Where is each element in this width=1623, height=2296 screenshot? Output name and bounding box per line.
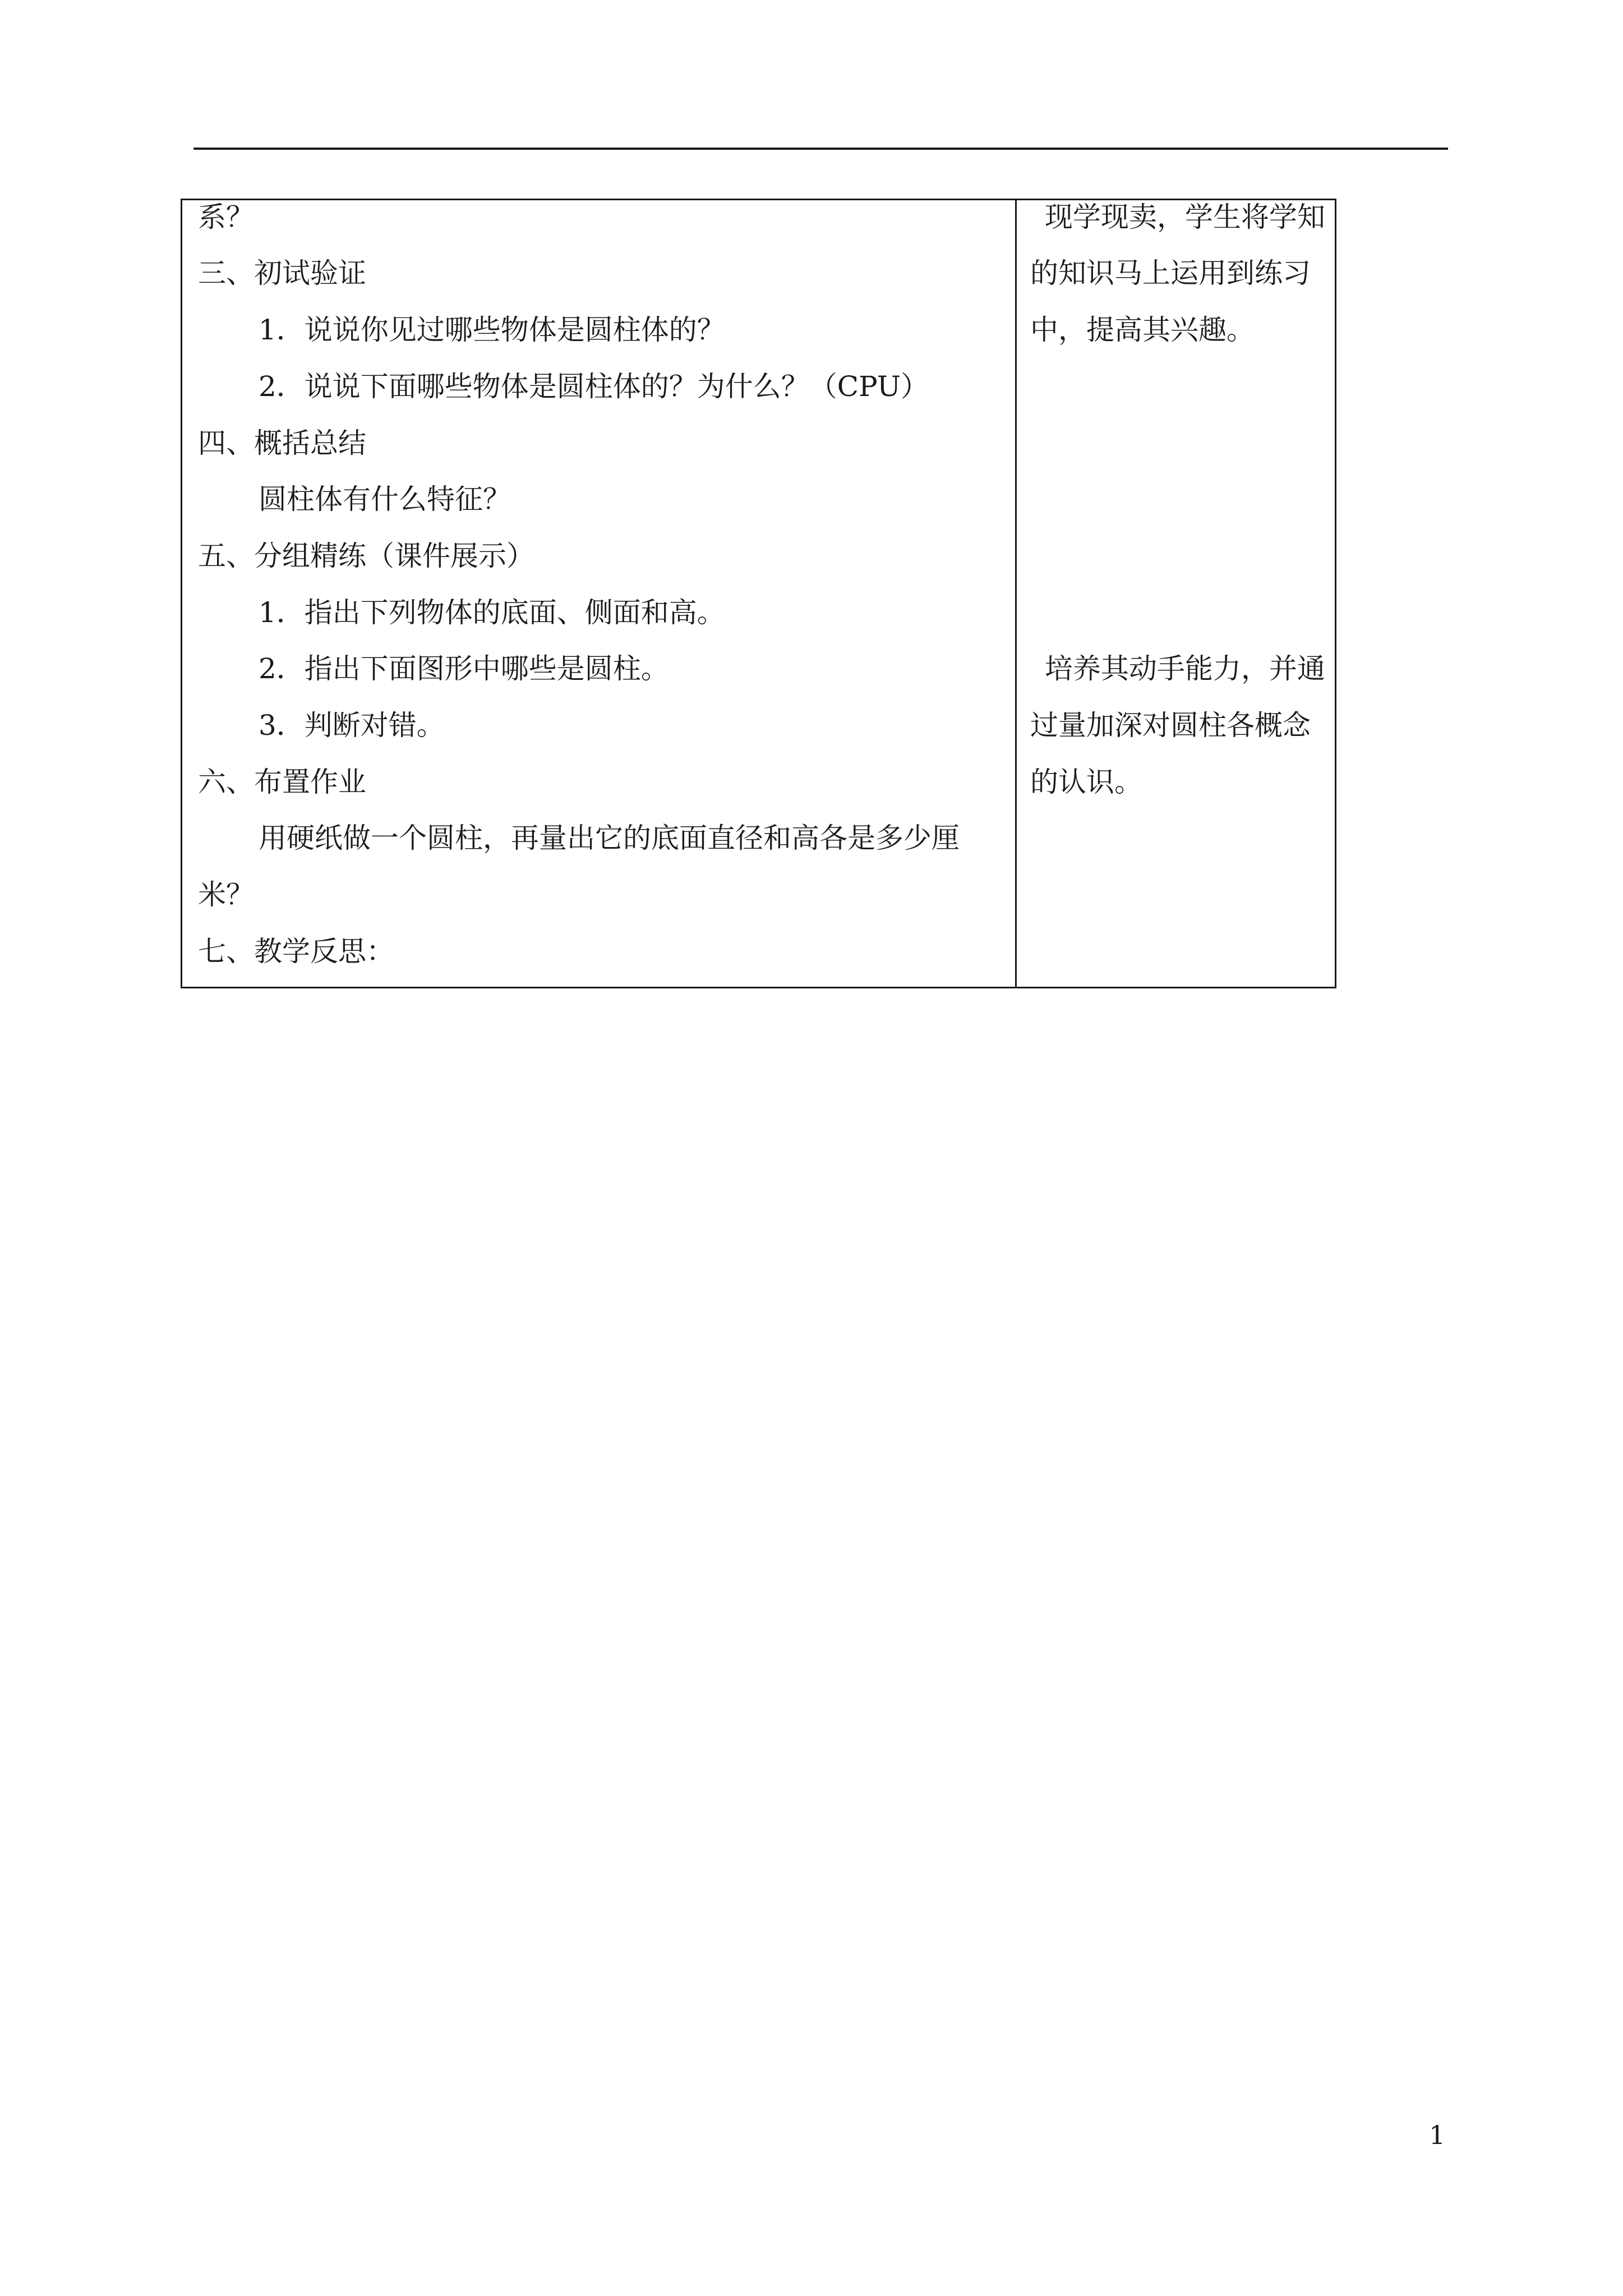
lesson-line: 米？ <box>198 878 254 911</box>
note-line: 的认识。 <box>1030 766 1142 798</box>
lesson-line: 3．判断对错。 <box>259 709 445 742</box>
lesson-line: 2．指出下面图形中哪些是圆柱。 <box>259 652 669 685</box>
lesson-line: 2．说说下面哪些物体是圆柱体的？为什么？（CPU） <box>259 370 929 403</box>
note-line: 现学现卖，学生将学知 <box>1045 201 1325 233</box>
section-heading: 六、布置作业 <box>198 766 366 798</box>
lesson-line: 1．说说你见过哪些物体是圆柱体的？ <box>259 314 725 346</box>
section-heading: 三、初试验证 <box>198 257 366 289</box>
lesson-line: 系？ <box>198 201 254 233</box>
lesson-steps-column <box>182 200 1015 987</box>
header-rule <box>193 148 1448 150</box>
note-line: 培养其动手能力，并通 <box>1045 652 1325 685</box>
section-heading: 四、概括总结 <box>198 427 366 459</box>
note-line: 过量加深对圆柱各概念 <box>1030 709 1311 742</box>
section-heading: 五、分组精练（课件展示） <box>198 540 534 572</box>
note-line: 中，提高其兴趣。 <box>1030 314 1255 346</box>
lesson-line: 圆柱体有什么特征？ <box>259 483 511 516</box>
lesson-line: 1．指出下列物体的底面、侧面和高。 <box>259 596 725 629</box>
note-line: 的知识马上运用到练习 <box>1030 257 1311 289</box>
lesson-table <box>181 199 1336 988</box>
lesson-line: 用硬纸做一个圆柱，再量出它的底面直径和高各是多少厘 <box>259 822 960 854</box>
page-number: 1 <box>1429 2120 1446 2150</box>
section-heading: 七、教学反思： <box>198 935 394 968</box>
design-notes-column <box>1017 200 1336 987</box>
